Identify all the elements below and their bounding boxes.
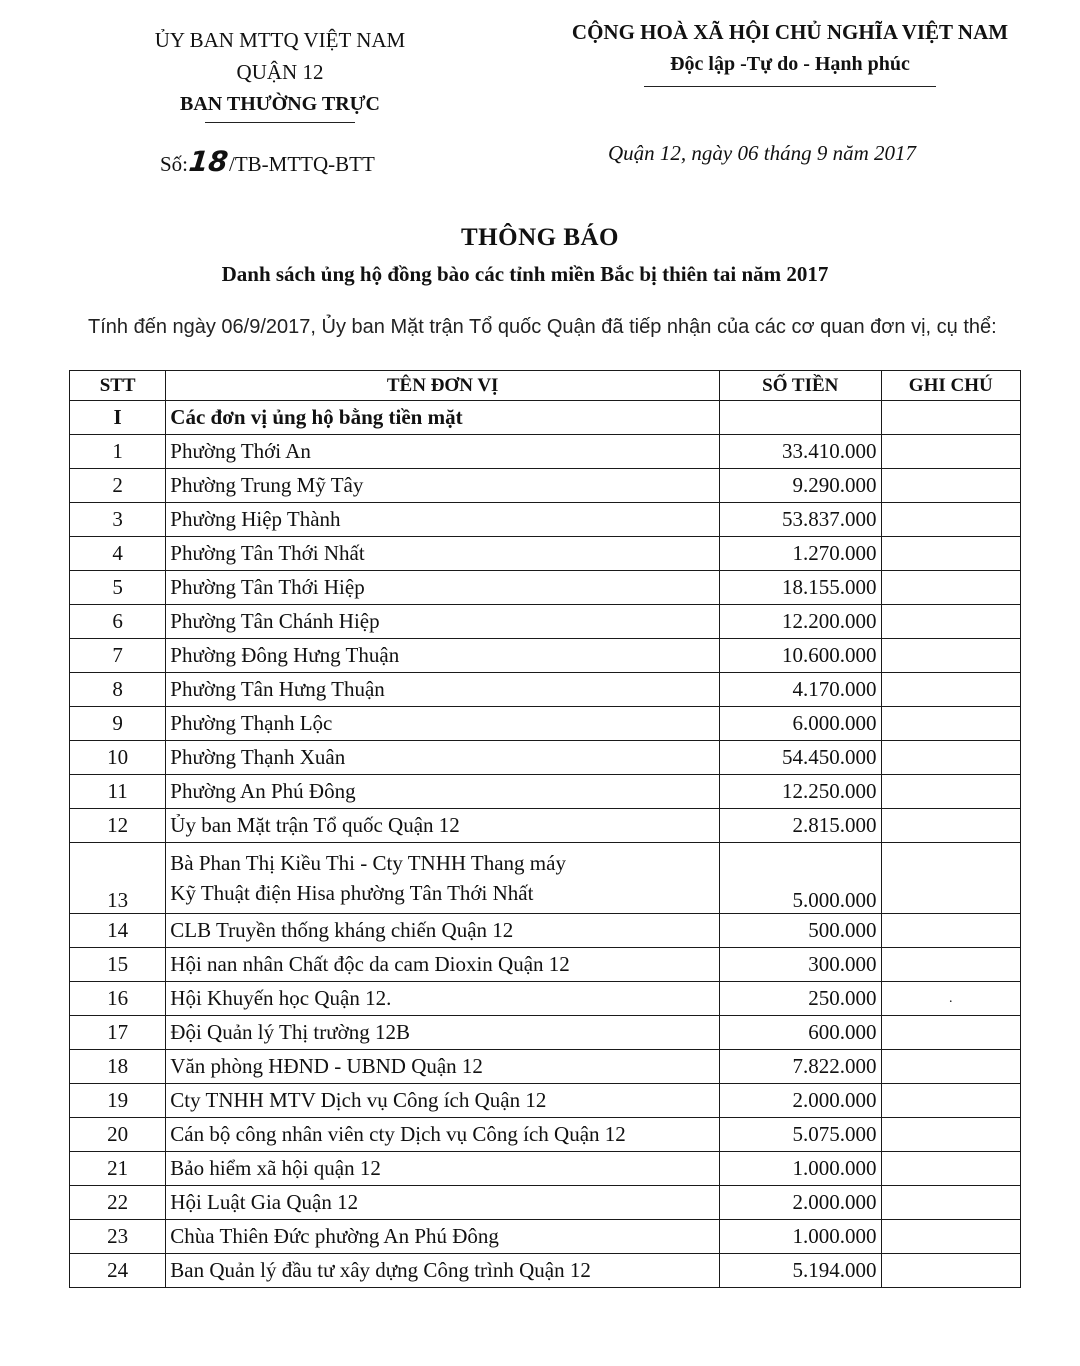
section-note	[881, 401, 1020, 435]
row-stt: 10	[70, 741, 166, 775]
row-amount: 12.250.000	[720, 775, 882, 809]
document-subtitle: Danh sách ủng hộ đồng bào các tỉnh miền Bắc bị thiên tai năm 2017	[221, 262, 829, 286]
row-stt: 18	[70, 1050, 166, 1084]
table-row	[70, 914, 1021, 948]
row-name: Ban Quản lý đầu tư xây dựng Công trình Quận 12	[166, 1254, 720, 1288]
row-note	[881, 435, 1020, 469]
table-header-row	[70, 371, 1021, 401]
row-stt: 15	[70, 948, 166, 982]
row-stt: 13	[70, 843, 166, 914]
row-amount: 1.000.000	[720, 1220, 882, 1254]
doc-number-suffix: /TB-MTTQ-BTT	[228, 152, 375, 176]
table-row	[70, 673, 1021, 707]
row-note	[881, 1050, 1020, 1084]
table-row	[70, 982, 1021, 1016]
row-amount: 600.000	[720, 1016, 882, 1050]
row-note	[881, 1118, 1020, 1152]
row-name: Phường Tân Hưng Thuận	[166, 673, 720, 707]
row-amount: 300.000	[720, 948, 882, 982]
row-note	[881, 639, 1020, 673]
row-amount: 250.000	[720, 982, 882, 1016]
row-note	[881, 469, 1020, 503]
row-note	[881, 571, 1020, 605]
table-row	[70, 741, 1021, 775]
row-name: Phường Đông Hưng Thuận	[166, 639, 720, 673]
row-name: Văn phòng HĐND - UBND Quận 12	[166, 1050, 720, 1084]
row-stt: 3	[70, 503, 166, 537]
row-amount: 33.410.000	[720, 435, 882, 469]
row-name-line-1: Bà Phan Thị Kiều Thi - Cty TNHH Thang máy	[170, 851, 566, 875]
row-note	[881, 1220, 1020, 1254]
row-note	[881, 843, 1020, 914]
row-stt: 12	[70, 809, 166, 843]
row-name: Bảo hiểm xã hội quận 12	[166, 1152, 720, 1186]
row-note	[881, 673, 1020, 707]
table-row	[70, 1016, 1021, 1050]
row-note: .	[881, 982, 1020, 1016]
row-amount: 9.290.000	[720, 469, 882, 503]
row-name: Phường Hiệp Thành	[166, 503, 720, 537]
row-amount: 5.075.000	[720, 1118, 882, 1152]
table-row	[70, 843, 1021, 914]
row-stt: 23	[70, 1220, 166, 1254]
table-row	[70, 469, 1021, 503]
row-amount: 7.822.000	[720, 1050, 882, 1084]
row-stt: 9	[70, 707, 166, 741]
table-row	[70, 775, 1021, 809]
section-title: Các đơn vị ủng hộ bằng tiền mặt	[166, 401, 720, 435]
table-row	[70, 1118, 1021, 1152]
row-stt: 19	[70, 1084, 166, 1118]
row-amount: 500.000	[720, 914, 882, 948]
handwritten-number: 18	[187, 145, 230, 178]
row-note	[881, 537, 1020, 571]
row-amount: 2.815.000	[720, 809, 882, 843]
table-row	[70, 1254, 1021, 1288]
row-name: Phường Thới An	[166, 435, 720, 469]
table-row	[70, 605, 1021, 639]
row-amount: 5.000.000	[720, 843, 882, 914]
row-stt: 20	[70, 1118, 166, 1152]
row-note	[881, 1084, 1020, 1118]
header-note: GHI CHÚ	[881, 371, 1020, 401]
document-number	[160, 145, 375, 178]
row-note	[881, 1254, 1020, 1288]
header-name: TÊN ĐƠN VỊ	[166, 371, 720, 401]
table-row	[70, 1186, 1021, 1220]
row-name: Ủy ban Mặt trận Tổ quốc Quận 12	[166, 809, 720, 843]
row-name	[166, 843, 720, 914]
intro-text: Tính đến ngày 06/9/2017, Ủy ban Mặt trận Tổ quốc Quận đã tiếp nhận của các cơ quan đơn vị, cụ thể:	[88, 316, 997, 338]
row-name: Cán bộ công nhân viên cty Dịch vụ Công ích Quận 12	[166, 1118, 720, 1152]
table-row	[70, 809, 1021, 843]
row-note	[881, 707, 1020, 741]
row-stt: 11	[70, 775, 166, 809]
row-name: Phường Thạnh Xuân	[166, 741, 720, 775]
issuer-underline	[205, 122, 355, 123]
row-amount: 1.000.000	[720, 1152, 882, 1186]
row-note	[881, 605, 1020, 639]
row-note	[881, 741, 1020, 775]
row-name: Hội Khuyến học Quận 12.	[166, 982, 720, 1016]
row-stt: 16	[70, 982, 166, 1016]
table-row	[70, 1050, 1021, 1084]
section-row	[70, 401, 1021, 435]
row-amount: 2.000.000	[720, 1186, 882, 1220]
row-note	[881, 809, 1020, 843]
row-stt: 2	[70, 469, 166, 503]
row-name: CLB Truyền thống kháng chiến Quận 12	[166, 914, 720, 948]
row-note	[881, 1152, 1020, 1186]
row-name: Hội nan nhân Chất độc da cam Dioxin Quận 12	[166, 948, 720, 982]
row-name: Phường Thạnh Lộc	[166, 707, 720, 741]
row-amount: 53.837.000	[720, 503, 882, 537]
row-stt: 17	[70, 1016, 166, 1050]
section-amount	[720, 401, 882, 435]
doc-number-prefix: Số:	[160, 152, 189, 176]
row-name: Phường Tân Thới Nhất	[166, 537, 720, 571]
row-name-line-2: Kỹ Thuật điện Hisa phường Tân Thới Nhất	[170, 881, 534, 905]
table-row	[70, 1084, 1021, 1118]
row-name: Phường An Phú Đông	[166, 775, 720, 809]
row-stt: 6	[70, 605, 166, 639]
row-amount: 18.155.000	[720, 571, 882, 605]
row-stt: 7	[70, 639, 166, 673]
issuer-line-3: BAN THƯỜNG TRỰC	[179, 93, 381, 115]
row-name: Phường Trung Mỹ Tây	[166, 469, 720, 503]
row-stt: 1	[70, 435, 166, 469]
row-note	[881, 1016, 1020, 1050]
row-stt: 24	[70, 1254, 166, 1288]
row-note	[881, 503, 1020, 537]
table-row	[70, 639, 1021, 673]
row-amount: 10.600.000	[720, 639, 882, 673]
table-row	[70, 537, 1021, 571]
header-amount: SỐ TIỀN	[720, 371, 882, 401]
issuer-block	[120, 24, 440, 123]
donation-table	[69, 370, 1021, 1288]
row-name: Hội Luật Gia Quận 12	[166, 1186, 720, 1220]
row-amount: 5.194.000	[720, 1254, 882, 1288]
row-name: Phường Tân Chánh Hiệp	[166, 605, 720, 639]
table-row	[70, 571, 1021, 605]
national-title: CỘNG HOÀ XÃ HỘI CHỦ NGHĨA VIỆT NAM	[571, 20, 1009, 44]
row-amount: 1.270.000	[720, 537, 882, 571]
row-amount: 4.170.000	[720, 673, 882, 707]
national-motto: Độc lập -Tự do - Hạnh phúc	[670, 53, 910, 75]
row-stt: 14	[70, 914, 166, 948]
row-name: Đội Quản lý Thị trường 12B	[166, 1016, 720, 1050]
row-name: Cty TNHH MTV Dịch vụ Công ích Quận 12	[166, 1084, 720, 1118]
table-row	[70, 948, 1021, 982]
row-amount: 12.200.000	[720, 605, 882, 639]
issuer-line-1: ỦY BAN MTTQ VIỆT NAM	[154, 28, 406, 52]
national-header	[530, 16, 1050, 87]
row-note	[881, 775, 1020, 809]
document-title: THÔNG BÁO	[461, 224, 619, 251]
row-stt: 4	[70, 537, 166, 571]
motto-underline	[644, 86, 936, 87]
row-note	[881, 1186, 1020, 1220]
date-line: Quận 12, ngày 06 tháng 9 năm 2017	[608, 141, 916, 165]
row-amount: 6.000.000	[720, 707, 882, 741]
row-name: Chùa Thiên Đức phường An Phú Đông	[166, 1220, 720, 1254]
table-row	[70, 1220, 1021, 1254]
header-stt: STT	[70, 371, 166, 401]
row-note	[881, 948, 1020, 982]
table-row	[70, 435, 1021, 469]
row-name: Phường Tân Thới Hiệp	[166, 571, 720, 605]
issuer-line-2: QUẬN 12	[236, 60, 324, 84]
row-note	[881, 914, 1020, 948]
section-number: I	[70, 401, 166, 435]
row-amount: 54.450.000	[720, 741, 882, 775]
row-stt: 21	[70, 1152, 166, 1186]
table-row	[70, 1152, 1021, 1186]
table-row	[70, 503, 1021, 537]
row-stt: 8	[70, 673, 166, 707]
row-stt: 5	[70, 571, 166, 605]
row-stt: 22	[70, 1186, 166, 1220]
table-row	[70, 707, 1021, 741]
row-amount: 2.000.000	[720, 1084, 882, 1118]
